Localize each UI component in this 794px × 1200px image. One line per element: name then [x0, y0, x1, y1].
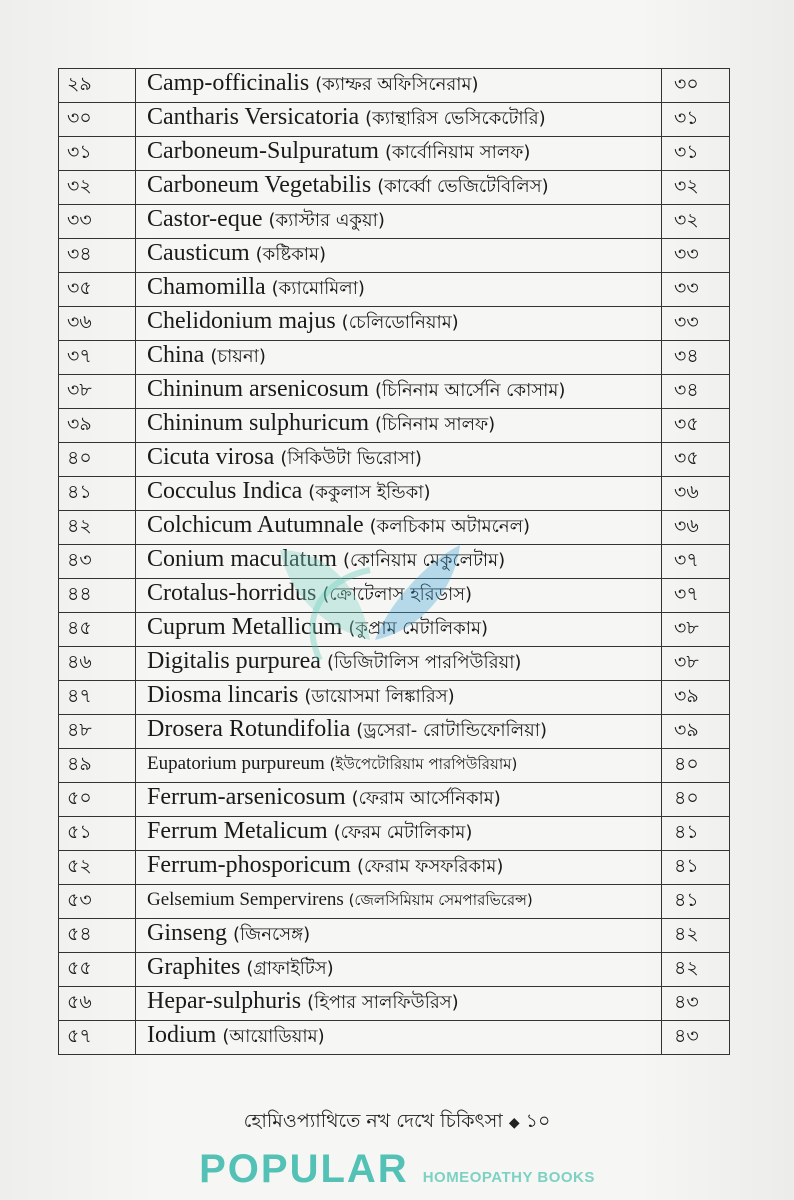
remedy-name: Drosera Rotundifolia [147, 716, 351, 742]
serial-number: ৩৬ [59, 307, 136, 341]
remedy-name-bengali: (চায়না) [210, 346, 266, 367]
serial-number: ৪০ [59, 443, 136, 477]
table-row [59, 749, 730, 783]
serial-number: ৫০ [59, 783, 136, 817]
serial-number: ৪১ [59, 477, 136, 511]
remedy-name-bengali: (ককুলাস ইন্ডিকা) [308, 482, 431, 503]
remedy-name-bengali: (গ্রাফাইটিস) [246, 958, 334, 979]
table-row [59, 69, 730, 103]
remedy-name: Ferrum-arsenicosum [147, 784, 346, 810]
table-row [59, 273, 730, 307]
serial-number: ২৯ [59, 69, 136, 103]
remedy-name-bengali: (চেলিডোনিয়াম) [341, 312, 459, 333]
page-ref: ৪১ [662, 851, 730, 885]
remedy-name: Crotalus-horridus [147, 580, 317, 606]
serial-number: ৩৫ [59, 273, 136, 307]
remedy-name: Diosma lincaris [147, 682, 299, 708]
serial-number: ৩০ [59, 103, 136, 137]
remedy-name-cell [136, 307, 662, 341]
remedy-name: Chamomilla [147, 274, 266, 300]
remedy-name-cell [136, 613, 662, 647]
table-row [59, 477, 730, 511]
serial-number: ৫৫ [59, 953, 136, 987]
remedy-name: Cuprum Metallicum [147, 614, 343, 640]
remedy-name-bengali: (ডিজিটালিস পারপিউরিয়া) [326, 652, 522, 673]
remedy-name-bengali: (ড্রসেরা- রোটান্ডিফোলিয়া) [356, 720, 547, 741]
remedy-name-bengali: (ক্যান্থারিস ভেসিকেটোরি) [365, 108, 546, 129]
remedy-index-table [58, 68, 730, 1055]
remedy-name-bengali: (কোনিয়াম মেকুলেটাম) [342, 550, 506, 571]
table-row [59, 647, 730, 681]
remedy-name-bengali: (ক্যাম্ফর অফিসিনেরাম) [315, 74, 479, 95]
remedy-name: Carboneum-Sulpuratum [147, 138, 379, 164]
remedy-name-bengali: (ক্রোটেলাস হরিডাস) [322, 584, 473, 605]
page-ref: ৩২ [662, 205, 730, 239]
page-ref: ৩১ [662, 103, 730, 137]
page-ref: ৪৩ [662, 987, 730, 1021]
table-row [59, 953, 730, 987]
watermark-title: POPULAR [199, 1147, 409, 1191]
remedy-name-bengali: (জেলসিমিয়াম সেমপারভিরেন্স) [348, 891, 533, 909]
remedy-name-cell [136, 205, 662, 239]
table-row [59, 205, 730, 239]
serial-number: ৫৭ [59, 1021, 136, 1055]
table-row [59, 375, 730, 409]
serial-number: ৩৯ [59, 409, 136, 443]
serial-number: ৪৫ [59, 613, 136, 647]
remedy-name-cell [136, 69, 662, 103]
remedy-name-cell [136, 783, 662, 817]
remedy-name: Chininum sulphuricum [147, 410, 369, 436]
serial-number: ৪৪ [59, 579, 136, 613]
table-row [59, 783, 730, 817]
table-row [59, 885, 730, 919]
remedy-name-bengali: (কার্বোনিয়াম সালফ) [384, 142, 531, 163]
remedy-name-cell [136, 987, 662, 1021]
serial-number: ৪৭ [59, 681, 136, 715]
remedy-name: Ferrum Metalicum [147, 818, 328, 844]
page-ref: ৪১ [662, 885, 730, 919]
diamond-separator-icon: ◆ [508, 1115, 520, 1131]
remedy-name-bengali: (কুপ্রাম মেটালিকাম) [348, 618, 489, 639]
serial-number: ৫৬ [59, 987, 136, 1021]
table-row [59, 613, 730, 647]
remedy-name: Gelsemium Sempervirens [147, 889, 344, 910]
remedy-name-cell [136, 511, 662, 545]
page-ref: ৩১ [662, 137, 730, 171]
page-number: ১০ [525, 1110, 551, 1132]
remedy-name: Ginseng [147, 920, 227, 946]
remedy-name-cell [136, 749, 662, 783]
page-ref: ৩২ [662, 171, 730, 205]
remedy-name: Eupatorium purpureum [147, 753, 325, 774]
remedy-name-cell [136, 715, 662, 749]
serial-number: ৩৮ [59, 375, 136, 409]
page-ref: ৪১ [662, 817, 730, 851]
remedy-name-cell [136, 851, 662, 885]
serial-number: ৩২ [59, 171, 136, 205]
remedy-name: Carboneum Vegetabilis [147, 172, 372, 198]
table-row [59, 103, 730, 137]
remedy-name-cell [136, 681, 662, 715]
remedy-name-bengali: (ইউপেটোরিয়াম পারপিউরিয়াম) [329, 755, 518, 773]
page-ref: ৩৩ [662, 239, 730, 273]
page-ref: ৪২ [662, 919, 730, 953]
page-ref: ৪০ [662, 749, 730, 783]
serial-number: ৩৩ [59, 205, 136, 239]
remedy-name-bengali: (ফেরম মেটালিকাম) [333, 822, 473, 843]
remedy-name: Castor-eque [147, 206, 263, 232]
serial-number: ৫১ [59, 817, 136, 851]
serial-number: ৩৪ [59, 239, 136, 273]
remedy-name-bengali: (ডায়োসমা লিঙ্কারিস) [304, 686, 455, 707]
remedy-name: Iodium [147, 1022, 217, 1048]
table-row [59, 511, 730, 545]
page-ref: ৩৮ [662, 647, 730, 681]
page-ref: ৩৫ [662, 443, 730, 477]
book-title: হোমিওপ্যাথিতে নখ দেখে চিকিৎসা [243, 1110, 503, 1132]
remedy-name: Cocculus Indica [147, 478, 303, 504]
remedy-name-bengali: (ক্যাস্টার একুয়া) [268, 210, 385, 231]
remedy-name-cell [136, 273, 662, 307]
remedy-name: China [147, 342, 205, 368]
table-row [59, 239, 730, 273]
remedy-name: Conium maculatum [147, 546, 337, 572]
remedy-name-bengali: (হিপার সালফিউরিস) [307, 992, 459, 1013]
remedy-name-cell [136, 341, 662, 375]
remedy-name-cell [136, 579, 662, 613]
page-footer [0, 1108, 794, 1136]
remedy-name-cell [136, 137, 662, 171]
remedy-name-bengali: (আয়োডিয়াম) [222, 1026, 325, 1047]
table-row [59, 919, 730, 953]
remedy-name-bengali: (জিনসেঙ্গ) [233, 924, 311, 945]
table-row [59, 307, 730, 341]
remedy-name-cell [136, 171, 662, 205]
table-row [59, 715, 730, 749]
remedy-name-bengali: (ফেরাম আর্সেনিকাম) [351, 788, 501, 809]
remedy-name: Causticum [147, 240, 250, 266]
remedy-name-cell [136, 817, 662, 851]
serial-number: ৫২ [59, 851, 136, 885]
remedy-name-cell [136, 477, 662, 511]
page-ref: ৩৬ [662, 511, 730, 545]
table-row [59, 545, 730, 579]
remedy-name-cell [136, 409, 662, 443]
remedy-name-cell [136, 103, 662, 137]
remedy-name-bengali: (কলচিকাম অটামনেল) [369, 516, 531, 537]
table-row [59, 987, 730, 1021]
remedy-name: Chininum arsenicosum [147, 376, 369, 402]
page-ref: ৩৪ [662, 341, 730, 375]
remedy-name-cell [136, 443, 662, 477]
page-ref: ৪২ [662, 953, 730, 987]
serial-number: ৩১ [59, 137, 136, 171]
serial-number: ৩৭ [59, 341, 136, 375]
remedy-name-cell [136, 919, 662, 953]
page-ref: ৩৩ [662, 273, 730, 307]
remedy-name-cell [136, 647, 662, 681]
page-ref: ৩৬ [662, 477, 730, 511]
remedy-name-cell [136, 953, 662, 987]
page-ref: ৪০ [662, 783, 730, 817]
table-row [59, 817, 730, 851]
table-row [59, 341, 730, 375]
remedy-name-bengali: (সিকিউটা ভিরোসা) [280, 448, 422, 469]
page-ref: ৩০ [662, 69, 730, 103]
remedy-name: Colchicum Autumnale [147, 512, 364, 538]
remedy-name-cell [136, 545, 662, 579]
remedy-name: Digitalis purpurea [147, 648, 321, 674]
remedy-name: Ferrum-phosporicum [147, 852, 351, 878]
remedy-name-bengali: (চিনিনাম সালফ) [375, 414, 496, 435]
page-ref: ৩৩ [662, 307, 730, 341]
remedy-name-cell [136, 885, 662, 919]
table-row [59, 171, 730, 205]
remedy-name: Hepar-sulphuris [147, 988, 302, 1014]
serial-number: ৪৬ [59, 647, 136, 681]
table-row [59, 137, 730, 171]
remedy-name: Cantharis Versicatoria [147, 104, 360, 130]
serial-number: ৪৯ [59, 749, 136, 783]
watermark-subtitle: HOMEOPATHY BOOKS [422, 1169, 595, 1186]
remedy-name-bengali: (কষ্টিকাম) [255, 244, 327, 265]
page-ref: ৩৪ [662, 375, 730, 409]
remedy-name-bengali: (চিনিনাম আর্সেনি কোসাম) [374, 380, 566, 401]
remedy-name-cell [136, 375, 662, 409]
page-ref: ৩৫ [662, 409, 730, 443]
table-row [59, 579, 730, 613]
remedy-name: Cicuta virosa [147, 444, 275, 470]
remedy-name-bengali: (কার্ব্বো ভেজিটেবিলিস) [377, 176, 549, 197]
serial-number: ৫৩ [59, 885, 136, 919]
table-row [59, 409, 730, 443]
table-row [59, 681, 730, 715]
remedy-name-cell [136, 239, 662, 273]
remedy-name: Camp-officinalis [147, 70, 310, 96]
remedy-name: Graphites [147, 954, 241, 980]
remedy-name-bengali: (ফেরাম ফসফরিকাম) [356, 856, 504, 877]
table-row [59, 1021, 730, 1055]
watermark [0, 1146, 794, 1194]
remedy-name-bengali: (ক্যামোমিলা) [271, 278, 365, 299]
remedy-name-cell [136, 1021, 662, 1055]
page-ref: ৩৭ [662, 545, 730, 579]
serial-number: ৪৩ [59, 545, 136, 579]
page-ref: ৩৯ [662, 681, 730, 715]
serial-number: ৪২ [59, 511, 136, 545]
serial-number: ৫৪ [59, 919, 136, 953]
table-row [59, 851, 730, 885]
serial-number: ৪৮ [59, 715, 136, 749]
table-row [59, 443, 730, 477]
page-ref: ৩৭ [662, 579, 730, 613]
remedy-name: Chelidonium majus [147, 308, 336, 334]
page-ref: ৪৩ [662, 1021, 730, 1055]
page-ref: ৩৮ [662, 613, 730, 647]
page-ref: ৩৯ [662, 715, 730, 749]
